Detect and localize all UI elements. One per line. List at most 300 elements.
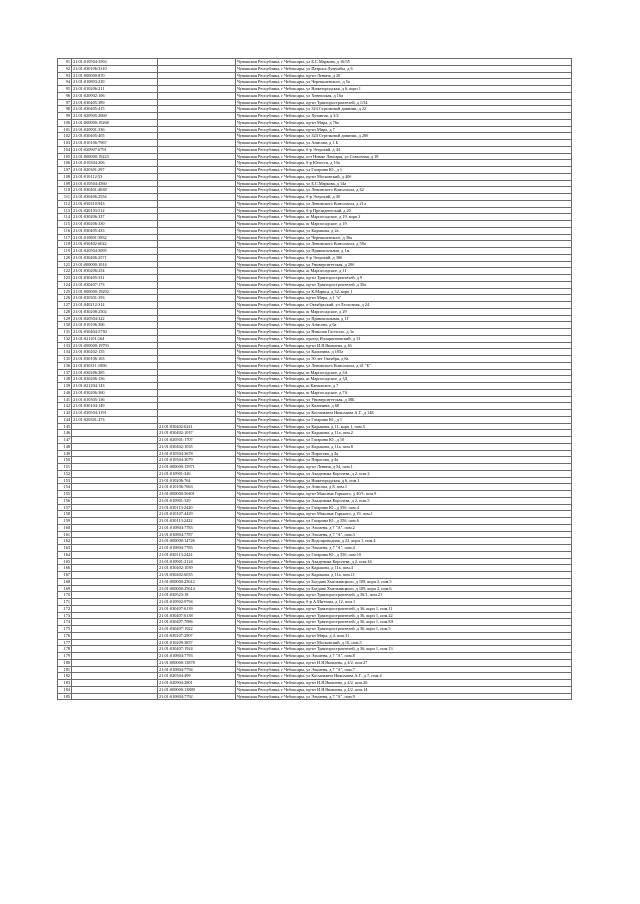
room-cadastral-number-cell [158,146,236,153]
table-row [58,214,572,221]
row-number-cell: 107 [58,167,72,174]
address-cell: Чувашская Республика, г Чебоксары, пр-кт Московский, д 10, пом.5 [236,639,572,646]
cadastral-number-cell: 21:01:010106:306 [72,322,158,329]
cadastral-number-cell [72,484,158,491]
address-cell: Чувашская Республика, г Чебоксары, ул Эльменя, д 7 "А", пом.3 [236,531,572,538]
cadastral-number-cell: 21:01:020907:6791 [72,146,158,153]
row-number-cell: 154 [58,484,72,491]
cadastral-number-cell [72,646,158,653]
row-number-cell: 109 [58,180,72,187]
cadastral-number-cell: 21:01:030401:4638 [72,187,158,194]
row-number-cell: 181 [58,666,72,673]
table-row [58,221,572,228]
address-cell: Чувашская Республика, г Чебоксары, ул Нижегородская, д 6, пом.1 [236,477,572,484]
table-row [58,491,572,498]
table-row [58,241,572,248]
row-number-cell: 91 [58,59,72,66]
cadastral-number-cell: 21:01:030104:149 [72,403,158,410]
address-cell: Чувашская Республика, г Чебоксары, пр-кт Мира, д 76а [236,119,572,126]
room-cadastral-number-cell: 21:01:010209:3857 [158,639,236,646]
room-cadastral-number-cell [158,389,236,396]
room-cadastral-number-cell [158,376,236,383]
row-number-cell: 141 [58,396,72,403]
table-row [58,288,572,295]
address-cell: Чувашская Республика, г Чебоксары, пр-кт Мира, д 4, пом.31 [236,632,572,639]
table-row [58,389,572,396]
cadastral-number-cell: 21:01:010112:53 [72,173,158,180]
row-number-cell: 119 [58,248,72,255]
room-cadastral-number-cell: 21:01:010804:7794 [158,666,236,673]
room-cadastral-number-cell [158,403,236,410]
address-cell: Чувашская Республика, г Чебоксары, ул Кадыкова, д 11а, пом.11 [236,572,572,579]
cadastral-number-cell [72,551,158,558]
row-number-cell: 113 [58,207,72,214]
room-cadastral-number-cell [158,140,236,147]
table-row [58,383,572,390]
table-row [58,693,572,700]
room-cadastral-number-cell [158,248,236,255]
address-cell: Чувашская Республика, г Чебоксары, б-р Юности, д 10а [236,160,572,167]
cadastral-number-cell [72,538,158,545]
row-number-cell: 114 [58,214,72,221]
row-number-cell: 100 [58,119,72,126]
address-cell: Чувашская Республика, г Чебоксары, ул Анисова, д 1 Б [236,140,572,147]
cadastral-number-cell: 21:01:000000:19223 [72,153,158,160]
room-cadastral-number-cell: 21:01:030407:1924 [158,646,236,653]
table-row [58,187,572,194]
row-number-cell: 164 [58,551,72,558]
table-row [58,200,572,207]
row-number-cell: 145 [58,423,72,430]
room-cadastral-number-cell [158,200,236,207]
table-row [58,315,572,322]
row-number-cell: 131 [58,329,72,336]
room-cadastral-number-cell [158,308,236,315]
row-number-cell: 179 [58,653,72,660]
address-cell: Чувашская Республика, г Чебоксары, пр-кт Тракторостроителей, д 36/1, пом.21 [236,592,572,599]
cadastral-number-cell [72,491,158,498]
table-row [58,362,572,369]
table-row [58,632,572,639]
row-number-cell: 177 [58,639,72,646]
room-cadastral-number-cell: 21:01:030407:7086 [158,619,236,626]
table-row [58,153,572,160]
row-number-cell: 118 [58,241,72,248]
room-cadastral-number-cell [158,288,236,295]
room-cadastral-number-cell [158,329,236,336]
room-cadastral-number-cell: 21:01:030113:2424 [158,551,236,558]
address-cell: Чувашская Республика, г Чебоксары, ул Богдана Хмельницкого, д 109, корп 2, пом.5 [236,578,572,585]
cadastral-number-cell: 21:01:030202:155 [72,349,158,356]
table-row [58,477,572,484]
table-row [58,369,572,376]
table-row [58,531,572,538]
table-row [58,194,572,201]
address-cell: Чувашская Республика, г Чебоксары, ш Марпосадское, д 3А [236,369,572,376]
row-number-cell: 175 [58,626,72,633]
room-cadastral-number-cell [158,194,236,201]
cadastral-number-cell: 21:01:020301:297 [72,167,158,174]
room-cadastral-number-cell [158,356,236,363]
row-number-cell: 121 [58,261,72,268]
table-row [58,207,572,214]
address-cell: Чувашская Республика, г Чебоксары, ул Академика Королева, д 2, пом.44 [236,558,572,565]
address-cell: Чувашская Республика, г Чебоксары, ш Марпосадское, д 7А [236,389,572,396]
address-cell: Чувашская Республика, г Чебоксары, ул Академика Королева, д 2, пом.5 [236,497,572,504]
room-cadastral-number-cell [158,92,236,99]
cadastral-number-cell [72,680,158,687]
cadastral-number-cell [72,470,158,477]
cadastral-number-cell [72,450,158,457]
cadastral-number-cell: 21:01:030310:943 [72,200,158,207]
address-cell: Чувашская Республика, г Чебоксары, ш Марпосадское, д 19 [236,221,572,228]
address-cell: Чувашская Республика, г Чебоксары, ул Николая Гастелло, д 3а [236,329,572,336]
cadastral-number-cell [72,572,158,579]
cadastral-number-cell [72,443,158,450]
cadastral-number-cell: 21:01:030206:360 [72,389,158,396]
cadastral-number-cell: 21:01:030106:163 [72,356,158,363]
cadastral-number-cell [72,511,158,518]
table-row [58,308,572,315]
table-row [58,484,572,491]
cadastral-number-cell [72,531,158,538]
address-cell: Чувашская Республика, г Чебоксары, ул Нижегородская, д 6, корп 1 [236,86,572,93]
table-row [58,443,572,450]
cadastral-number-cell: 21:01:030406:2571 [72,254,158,261]
address-cell: Чувашская Республика, г Чебоксары, ул Гагарина Ю., д 35б, пом.4 [236,504,572,511]
cadastral-number-cell: 21:01:021204:143 [72,383,158,390]
room-cadastral-number-cell: 21:01:030107:2907 [158,632,236,639]
address-cell: Чувашская Республика, г Чебоксары, ул 50 лет Октября, д 8а [236,356,572,363]
room-cadastral-number-cell [158,59,236,66]
cadastral-number-cell [72,686,158,693]
cadastral-number-cell [72,585,158,592]
room-cadastral-number-cell: 21:01:000000:50401 [158,491,236,498]
address-cell: Чувашская Республика, г Чебоксары, б-р А.Миттова, д 12, пом.1 [236,599,572,606]
row-number-cell: 143 [58,410,72,417]
row-number-cell: 155 [58,491,72,498]
room-cadastral-number-cell [158,72,236,79]
cadastral-number-cell: 21:01:000000:19268 [72,119,158,126]
room-cadastral-number-cell [158,227,236,234]
cadastral-number-cell: 21:01:030405:389 [72,99,158,106]
room-cadastral-number-cell [158,126,236,133]
room-cadastral-number-cell: 21:01:030407:6139 [158,605,236,612]
address-cell: Чувашская Республика, г Чебоксары, пр-кт Московский, д 40б [236,173,572,180]
address-cell: Чувашская Республика, г Чебоксары, пр-кт Мира, д 1 "е" [236,295,572,302]
row-number-cell: 166 [58,565,72,572]
room-cadastral-number-cell: 21:01:010901:326 [158,470,236,477]
row-number-cell: 133 [58,342,72,349]
room-cadastral-number-cell [158,302,236,309]
cadastral-number-cell [72,524,158,531]
cadastral-number-cell [72,477,158,484]
address-cell: Чувашская Республика, г Чебоксары, пр-кт Тракторостроителей, д 36, корп 1, пом.11 [236,605,572,612]
room-cadastral-number-cell [158,221,236,228]
address-cell: Чувашская Республика, г Чебоксары, ш Канашское, д 7 [236,383,572,390]
row-number-cell: 162 [58,538,72,545]
cadastral-number-cell [72,518,158,525]
cadastral-number-cell [72,673,158,680]
address-cell: Чувашская Республика, г Чебоксары, ул Гагарина Ю., д 1 [236,167,572,174]
table-row [58,585,572,592]
table-row [58,403,572,410]
cadastral-number-cell [72,497,158,504]
cadastral-number-cell: 21:01:000000:19793 [72,342,158,349]
row-number-cell: 104 [58,146,72,153]
cadastral-number-cell [72,666,158,673]
address-cell: Чувашская Республика, г Чебоксары, ул Калинина, д 105а [236,349,572,356]
address-cell: Чувашская Республика, г Чебоксары, ул Космонавта Николаева А.Г., д 14Б [236,410,572,417]
table-body [58,59,572,700]
address-cell: Чувашская Республика, г Чебоксары, ул Пирогова, д 4а [236,450,572,457]
room-cadastral-number-cell [158,214,236,221]
row-number-cell: 178 [58,646,72,653]
address-cell: Чувашская Республика, г Чебоксары, ш Марпосадское, д 19, корп 2 [236,214,572,221]
address-cell: Чувашская Республика, г Чебоксары, ул 324 Стрелковой дивизии, д 28б [236,133,572,140]
cadastral-number-cell [72,639,158,646]
address-cell: Чувашская Республика, г Чебоксары, ул Пирогова, д 4а [236,457,572,464]
room-cadastral-number-cell [158,113,236,120]
address-cell: Чувашская Республика, г Чебоксары, ул Чернышевского, д 5а [236,79,572,86]
table-row [58,322,572,329]
address-cell: Чувашская Республика, г Чебоксары, ш Марпосадское, д 11 [236,268,572,275]
row-number-cell: 163 [58,545,72,552]
row-number-cell: 98 [58,106,72,113]
address-cell: Чувашская Республика, г Чебоксары, пр-кт И.Я.Яковлева, д 4/2, пом.27 [236,659,572,666]
row-number-cell: 92 [58,65,72,72]
row-number-cell: 160 [58,524,72,531]
address-cell: Чувашская Республика, г Чебоксары, ул Б.С.Маркова, д 16/35 [236,59,572,66]
cadastral-number-cell [72,565,158,572]
room-cadastral-number-cell: 21:01:020904:2801 [158,680,236,687]
table-row [58,248,572,255]
row-number-cell: 95 [58,86,72,93]
row-number-cell: 161 [58,531,72,538]
row-number-cell: 117 [58,234,72,241]
address-cell: Чувашская Республика, г Чебоксары, ул Эльменя, д 7 "А", пом.8 [236,653,572,660]
row-number-cell: 183 [58,680,72,687]
address-cell: Чувашская Республика, г Чебоксары, п Октябрьский, ул Лесхозная, д 24 [236,302,572,309]
address-cell: Чувашская Республика, г Чебоксары, ул Гагарина Ю., д 35б, пом.10 [236,551,572,558]
room-cadastral-number-cell [158,187,236,194]
table-row [58,275,572,282]
room-cadastral-number-cell: 21:01:030402:1039 [158,565,236,572]
address-cell: Чувашская Республика, г Чебоксары, ул 324 Стрелковой дивизии, д 22 [236,106,572,113]
row-number-cell: 153 [58,477,72,484]
address-cell: Чувашская Республика, г Чебоксары, ул Университетская, д 20б [236,261,572,268]
table-row [58,376,572,383]
address-cell: Чувашская Республика, г Чебоксары, ул Анисова, д 8, пом.1 [236,484,572,491]
address-cell: Чувашская Республика, г Чебоксары, пр-кт И.Я.Яковлева, д 4/2, пом.14 [236,686,572,693]
table-row [58,234,572,241]
room-cadastral-number-cell [158,275,236,282]
row-number-cell: 137 [58,369,72,376]
row-number-cell: 102 [58,133,72,140]
table-row [58,268,572,275]
address-cell: Чувашская Республика, г Чебоксары, ул Патриса Лумумбы, д 6 [236,65,572,72]
address-cell: Чувашская Республика, г Чебоксары, ш Марпосадское, д 3Д [236,376,572,383]
room-cadastral-number-cell [158,410,236,417]
room-cadastral-number-cell: 21:01:000000:25614 [158,585,236,592]
table-row [58,180,572,187]
room-cadastral-number-cell: 21:01:010804:7785 [158,545,236,552]
room-cadastral-number-cell [158,241,236,248]
table-row [58,106,572,113]
row-number-cell: 110 [58,187,72,194]
cadastral-number-cell: 21:01:040212:314 [72,302,158,309]
cadastral-number-cell: 21:01:010305:136 [72,396,158,403]
row-number-cell: 136 [58,362,72,369]
row-number-cell: 176 [58,632,72,639]
address-cell: Чувашская Республика, г Чебоксары, пр-кт Мира, д 7 [236,126,572,133]
table-row [58,126,572,133]
room-cadastral-number-cell: 21:01:030402:6241 [158,423,236,430]
cadastral-number-cell: 21:01:010801:5832 [72,234,158,241]
table-row [58,578,572,585]
room-cadastral-number-cell [158,335,236,342]
cadastral-number-cell [72,545,158,552]
address-cell: Чувашская Республика, г Чебоксары, ул Эльменя, д 7 "А", пом.9 [236,693,572,700]
cadastral-number-cell: 21:01:030208:2502 [72,308,158,315]
row-number-cell: 149 [58,450,72,457]
cadastral-number-cell [72,612,158,619]
address-cell: Чувашская Республика, г Чебоксары, ул Ленинского Комсомола, д 21а [236,200,572,207]
cadastral-number-cell: 21:01:020504:322 [72,315,158,322]
row-number-cell: 124 [58,281,72,288]
table-row [58,281,572,288]
table-row [58,167,572,174]
room-cadastral-number-cell: 21:01:010106:7663 [158,484,236,491]
table-row [58,592,572,599]
row-number-cell: 172 [58,605,72,612]
table-row [58,659,572,666]
cadastral-number-cell [72,599,158,606]
property-table [57,58,572,700]
cadastral-number-cell: 21:01:030206:254 [72,268,158,275]
table-row [58,464,572,471]
cadastral-number-cell: 21:01:020905:2669 [72,113,158,120]
address-cell: Чувашская Республика, г Чебоксары, ул Водопроводная, д 22, корп 1, пом.4 [236,538,572,545]
cadastral-number-cell: 21:01:020301:273 [72,416,158,423]
address-cell: Чувашская Республика, г Чебоксары, ул Анисова, д 6а [236,322,572,329]
cadastral-number-cell [72,693,158,700]
table-row [58,254,572,261]
room-cadastral-number-cell: 21:01:030407:1922 [158,626,236,633]
address-cell: Чувашская Республика, г Чебоксары, ул Гагарина Ю., д 10 [236,437,572,444]
room-cadastral-number-cell: 21:01:010804:7793 [158,653,236,660]
address-cell: Чувашская Республика, г Чебоксары, ул Академика Королева, д 2, пом.2 [236,470,572,477]
table-row [58,329,572,336]
document-page [57,58,571,700]
cadastral-number-cell: 21:01:030405:331 [72,275,158,282]
cadastral-number-cell: 21:01:030206:330 [72,221,158,228]
room-cadastral-number-cell [158,349,236,356]
row-number-cell: 126 [58,295,72,302]
address-cell: Чувашская Республика, г Чебоксары, б-р Эгерский, д 40 [236,194,572,201]
cadastral-number-cell [72,423,158,430]
table-row [58,342,572,349]
table-row [58,518,572,525]
address-cell: Чувашская Республика, г Чебоксары, ул Эльменя, д 7 "А", пом.4 [236,545,572,552]
cadastral-number-cell: 21:01:020103:512 [72,207,158,214]
row-number-cell: 185 [58,693,72,700]
row-number-cell: 167 [58,572,72,579]
table-row [58,99,572,106]
table-row [58,430,572,437]
row-number-cell: 129 [58,315,72,322]
cadastral-number-cell [72,578,158,585]
address-cell: Чувашская Республика, г Чебоксары, ул Богдана Хмельницкого, д 109, корп 2, пом.6 [236,585,572,592]
row-number-cell: 135 [58,356,72,363]
row-number-cell: 101 [58,126,72,133]
address-cell: Чувашская Республика, г Чебоксары, ул Калинина, д 68 [236,403,572,410]
address-cell: Чувашская Республика, г Чебоксары, ул Эльменя, д 7 "А", пом.7 [236,666,572,673]
row-number-cell: 150 [58,457,72,464]
room-cadastral-number-cell: 21:01:010504:3678 [158,450,236,457]
address-cell: Чувашская Республика, г Чебоксары, ул Эльменя, д 7 "А", пом.2 [236,524,572,531]
cadastral-number-cell: 21:01:030206:156 [72,376,158,383]
address-cell: Чувашская Республика, г Чебоксары, ул Хузангая, д 3/2 [236,113,572,120]
row-number-cell: 182 [58,673,72,680]
table-row [58,416,572,423]
row-number-cell: 96 [58,92,72,99]
room-cadastral-number-cell: 21:01:000000:13878 [158,659,236,666]
row-number-cell: 171 [58,599,72,606]
room-cadastral-number-cell [158,261,236,268]
cadastral-number-cell [72,504,158,511]
address-cell: Чувашская Республика, г Чебоксары, пгт Новые Лапсары, ул Совхозная, д 18 [236,153,572,160]
address-cell: Чувашская Республика, г Чебоксары, ул Гагарина Ю., д 1 [236,416,572,423]
row-number-cell: 116 [58,227,72,234]
cadastral-number-cell: 21:01:010504:3563 [72,59,158,66]
row-number-cell: 170 [58,592,72,599]
room-cadastral-number-cell: 21:01:000000:13880 [158,686,236,693]
address-cell: Чувашская Республика, г Чебоксары, пр-кт Тракторостроителей, д 1/34 [236,99,572,106]
table-row [58,119,572,126]
room-cadastral-number-cell: 21:01:010504:3079 [158,457,236,464]
cadastral-number-cell: 21:01:030206:285 [72,369,158,376]
room-cadastral-number-cell: 21:01:010902:9794 [158,599,236,606]
address-cell: Чувашская Республика, г Чебоксары, ул К.Маркса, д 52, корп 1 [236,288,572,295]
table-row [58,605,572,612]
table-row [58,72,572,79]
row-number-cell: 108 [58,173,72,180]
row-number-cell: 151 [58,464,72,471]
table-row [58,396,572,403]
room-cadastral-number-cell: 21:01:010901:329 [158,497,236,504]
row-number-cell: 158 [58,511,72,518]
cadastral-number-cell [72,632,158,639]
cadastral-number-cell [72,605,158,612]
address-cell: Чувашская Республика, г Чебоксары, б-р Эгерский, д 44 [236,146,572,153]
address-cell: Чувашская Республика, г Чебоксары, б-р Президентский, д 20 [236,207,572,214]
row-number-cell: 132 [58,335,72,342]
row-number-cell: 140 [58,389,72,396]
row-number-cell: 184 [58,686,72,693]
table-row [58,450,572,457]
room-cadastral-number-cell: 21:01:010804:7792 [158,693,236,700]
table-row [58,302,572,309]
room-cadastral-number-cell [158,281,236,288]
cadastral-number-cell [72,592,158,599]
table-row [58,356,572,363]
table-row [58,146,572,153]
row-number-cell: 128 [58,308,72,315]
cadastral-number-cell: 21:01:030311:1806 [72,362,158,369]
cadastral-number-cell: 21:01:030406:2554 [72,194,158,201]
row-number-cell: 174 [58,619,72,626]
